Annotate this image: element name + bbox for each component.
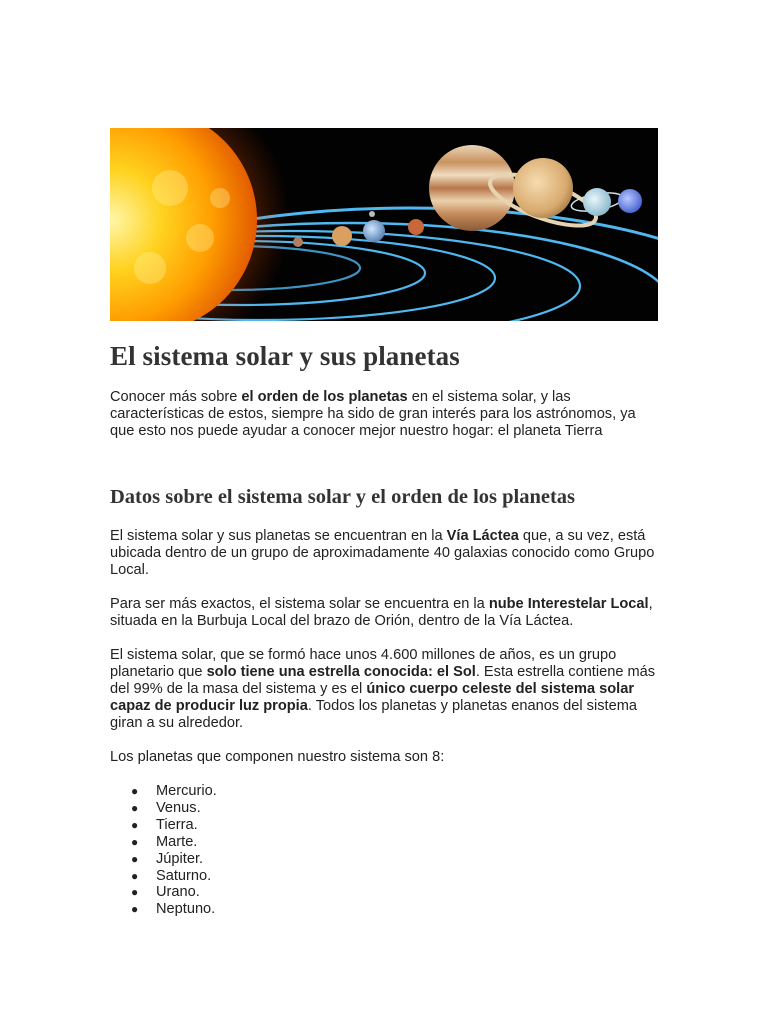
- intro-paragraph: Conocer más sobre el orden de los planetas en el sistema solar, y las características de estos, siempre ha sido de gran interés para los astrónomos, ya que esto nos puede ayudar a conocer mejor nuestro hogar: el planeta Tierra: [110, 389, 636, 439]
- planet-list: [110, 783, 658, 918]
- bullet-icon: ●: [131, 800, 139, 815]
- bullet-icon: ●: [131, 868, 139, 883]
- paragraph-planet-count: Los planetas que componen nuestro sistema son 8:: [110, 749, 445, 765]
- bullet-icon: ●: [131, 784, 139, 798]
- list-item: ● Júpiter.: [131, 850, 204, 867]
- list-item: ● Neptuno.: [131, 901, 216, 918]
- list-item: ● Venus.: [131, 799, 201, 816]
- list-item: ● Saturno.: [131, 867, 212, 884]
- page-title: El sistema solar y sus planetas: [110, 341, 460, 371]
- paragraph-sol: El sistema solar, que se formó hace unos 4.600 millones de años, es un grupo planetario que solo tiene una estrella conocida: el Sol. Esta estrella contiene más del 99% de la masa del sistema y es el único cuerpo celeste del sistema solar capaz de producir luz propia. Todos los planetas y planetas enanos del sistema giran a su alrededor.: [110, 647, 656, 731]
- bullet-icon: ●: [131, 885, 139, 900]
- list-item: ● Tierra.: [131, 816, 198, 833]
- list-item: ● Urano.: [131, 884, 200, 901]
- paragraph-via-lactea: El sistema solar y sus planetas se encuentran en la Vía Láctea que, a su vez, está ubicada dentro de un grupo de aproximadamente 40 galaxias conocido como Grupo Local.: [110, 528, 655, 578]
- list-item: ● Marte.: [131, 833, 198, 850]
- section-heading: Datos sobre el sistema solar y el orden de los planetas: [110, 486, 576, 508]
- bullet-icon: ●: [131, 851, 139, 866]
- document-page: [110, 128, 658, 918]
- list-item: ● Mercurio.: [131, 783, 217, 799]
- solar-system-banner-image: [110, 128, 658, 321]
- paragraph-nube-interestelar: Para ser más exactos, el sistema solar se encuentra en la nube Interestelar Local, situada en la Burbuja Local del brazo de Orión, dentro de la Vía Láctea.: [110, 596, 653, 629]
- bullet-icon: ●: [131, 817, 139, 832]
- bullet-icon: ●: [131, 902, 139, 917]
- bullet-icon: ●: [131, 834, 139, 849]
